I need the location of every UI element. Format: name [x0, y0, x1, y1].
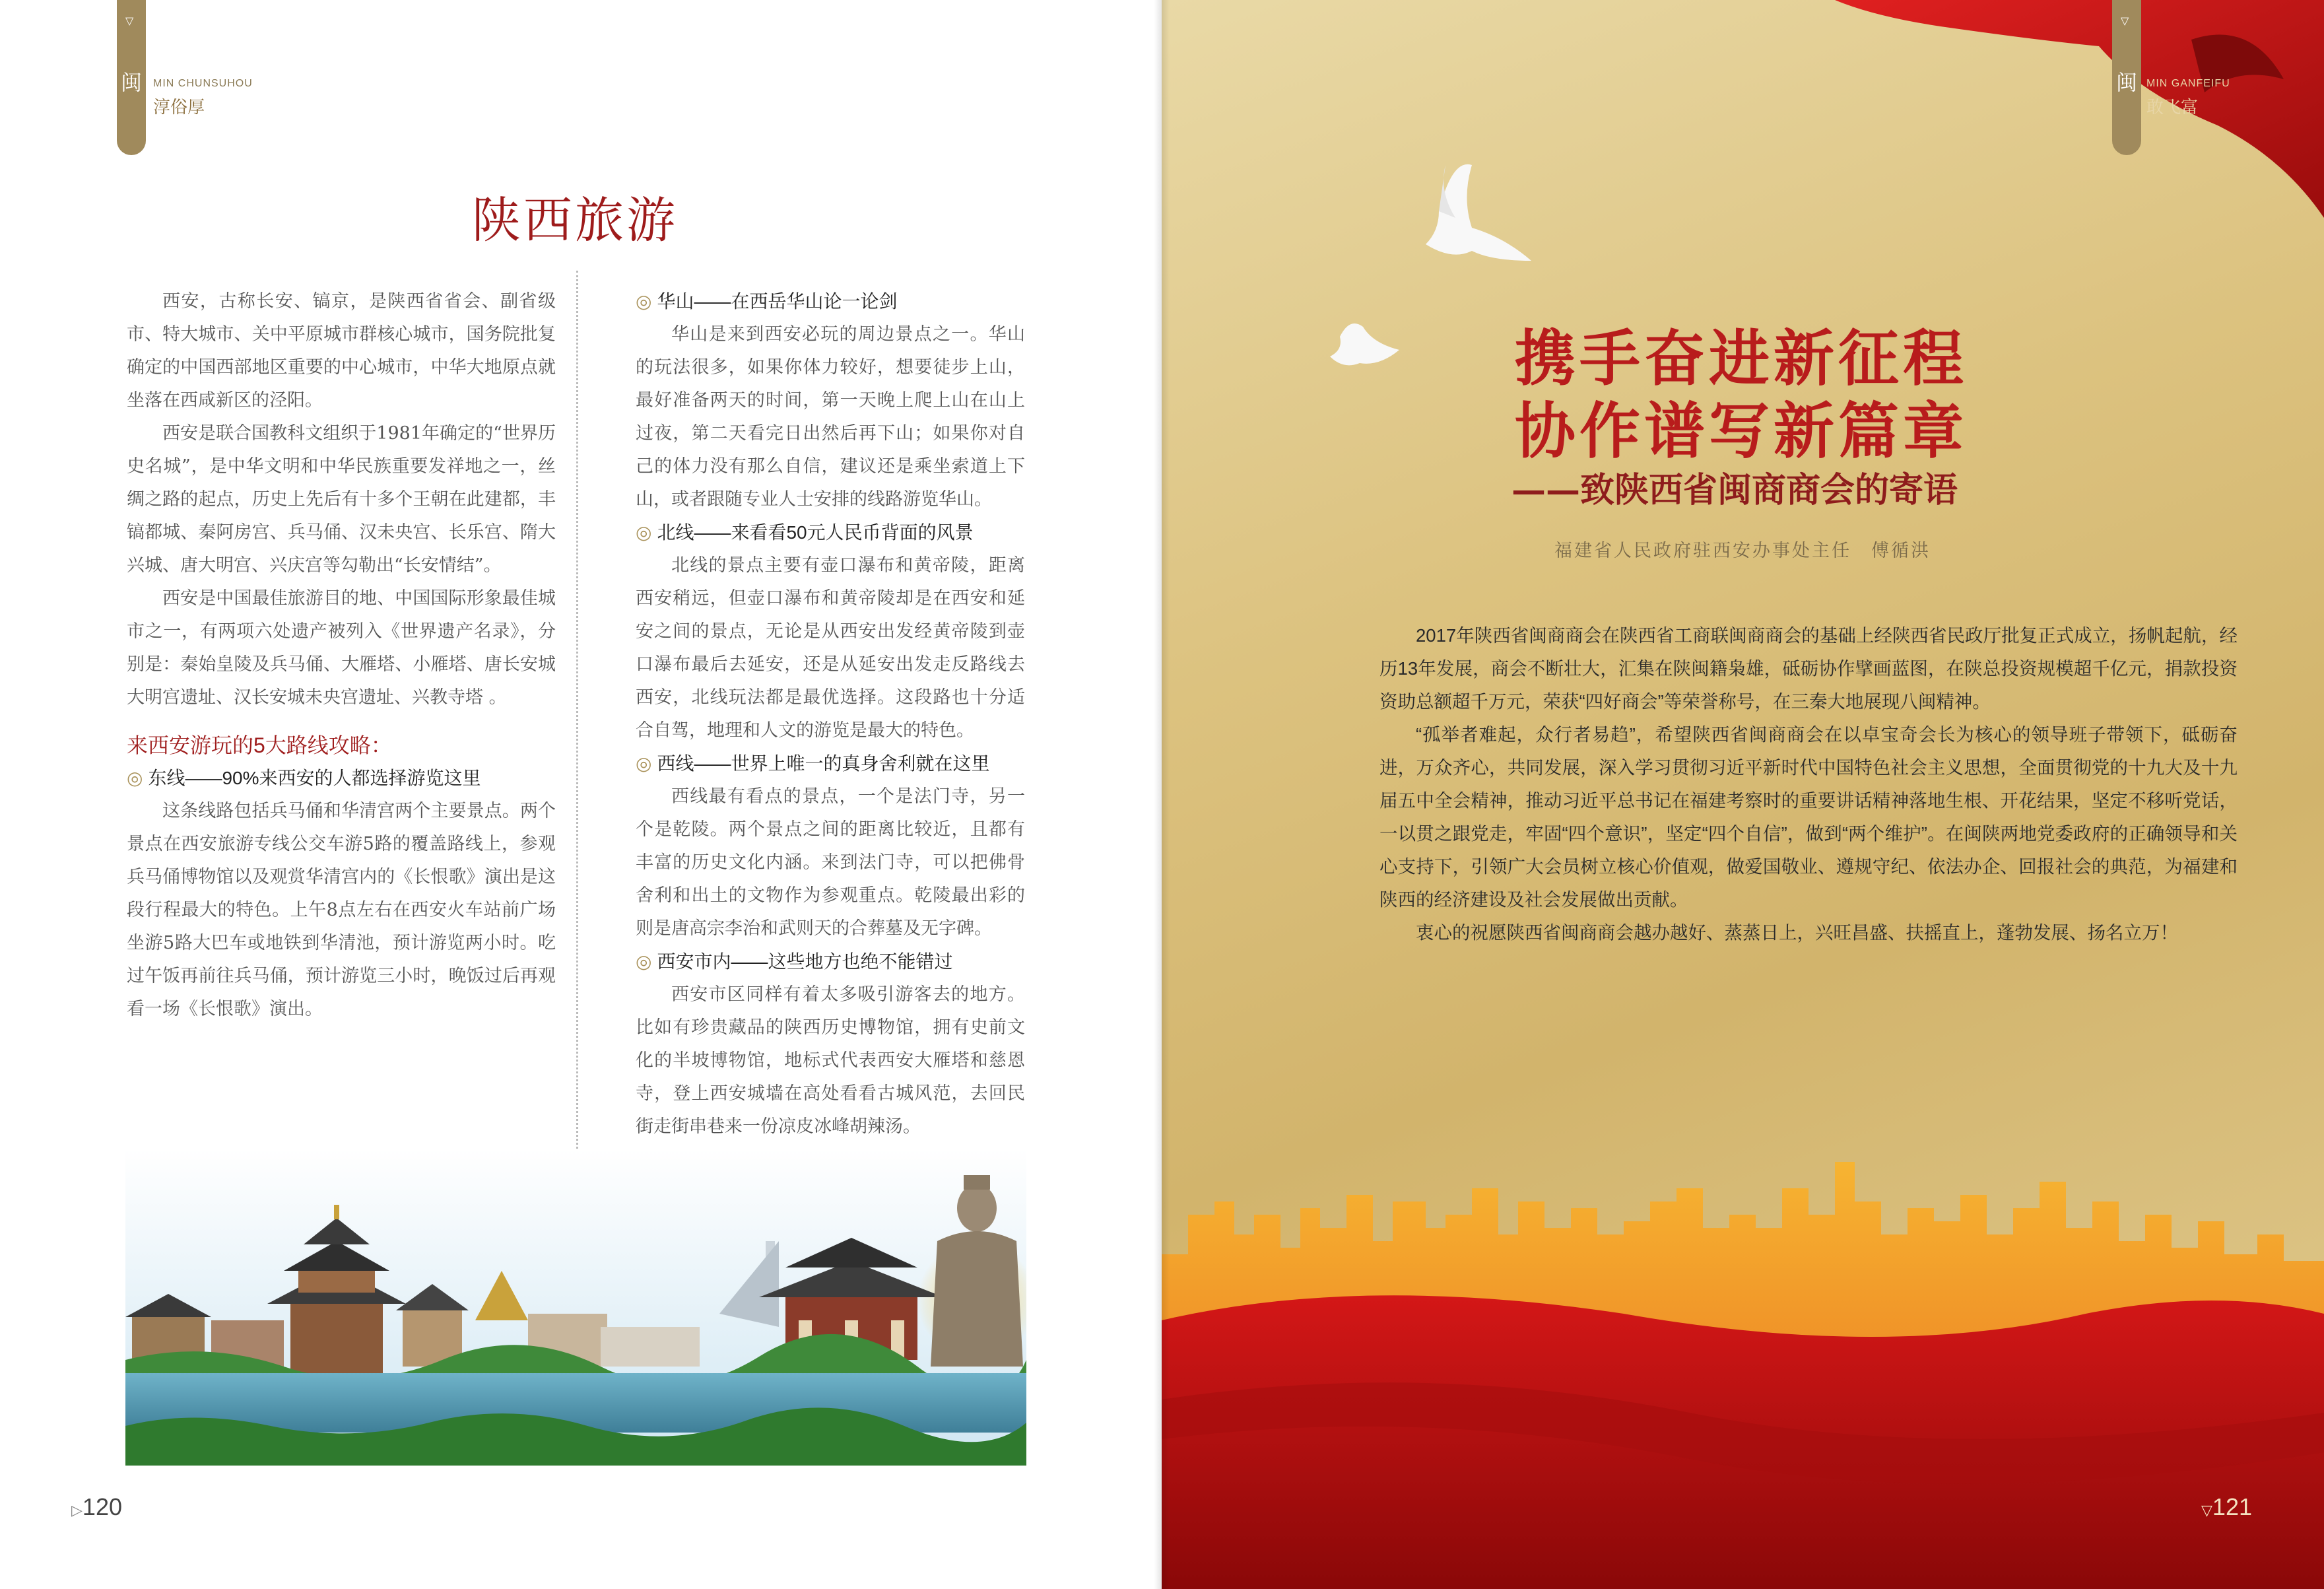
dove	[1330, 323, 1399, 365]
red-ribbon-top	[1835, 0, 2324, 218]
route-heading-text: 东线——90%来西安的人都选择游览这里	[148, 768, 481, 788]
paragraph: 华山是来到西安必玩的周边景点之一。华山的玩法很多，如果你体力较好，想要徒步上山，最好准备两天的时间，第一天晚上爬上山在山上过夜，第二天看完日出然后再下山；如果你对自己的体力没有那么自信，建议还是乘坐索道上下山，或者跟随专业人士安排的线路游览华山。	[636, 324, 1025, 510]
tab-character: 闽	[121, 70, 143, 95]
route-heading-text: 华山——在西岳华山论一论剑	[657, 291, 898, 312]
title-line-2: 协作谱写新篇章	[1515, 395, 1968, 467]
page-mark-icon: ▽	[2201, 1502, 2212, 1518]
paragraph: 西线最有看点的景点，一个是法门寺，另一个是乾陵。两个景点之间的距离比较近，且都有丰富的历史文化内涵。来到法门寺，可以把佛骨舍利和出土的文物作为参观重点。乾陵最出彩的则是唐高宗李治和武则天的合葬墓及无字碑。	[636, 786, 1025, 939]
route-heading	[636, 747, 1025, 780]
page-title: 陕西旅游	[472, 192, 678, 249]
triangle-icon: ▽	[2121, 15, 2129, 27]
route-heading	[636, 285, 1025, 318]
route-heading	[127, 762, 556, 795]
paragraph: 西安是中国最佳旅游目的地、中国国际形象最佳城市之一，有两项六处遗产被列入《世界遗产名录》，分别是：秦始皇陵及兵马俑、大雁塔、小雁塔、唐长安城大明宫遗址、汉长安城未央宫遗址、兴教寺塔 。	[127, 588, 556, 708]
page-number	[71, 1493, 122, 1521]
section-cn: 淳俗厚	[153, 98, 205, 118]
bullet-icon: ◎	[636, 291, 652, 312]
section-en: MIN GANFEIFU	[2146, 78, 2230, 89]
xian-landmarks-image	[125, 1149, 1026, 1466]
route-heading-text: 北线——来看看50元人民币背面的风景	[657, 522, 974, 543]
bullet-icon: ◎	[636, 951, 652, 972]
route-heading-text: 西线——世界上唯一的真身舍利就在这里	[657, 753, 990, 774]
bullet-icon: ◎	[636, 522, 652, 543]
page-number-text: 120	[82, 1493, 122, 1520]
paragraph: 北线的景点主要有壶口瀑布和黄帝陵，距离西安稍远，但壶口瀑布和黄帝陵却是在西安和延安之间的景点，无论是从西安出发经黄帝陵到壶口瀑布最后去延安，还是从延安出发走反路线去西安，北线玩法都是最优选择。这段路也十分适合自驾，地理和人文的游览是最大的特色。	[636, 555, 1025, 741]
title-line-1: 携手奋进新征程	[1515, 323, 1968, 394]
section-en: MIN CHUNSUHOU	[153, 78, 253, 89]
subtitle: ——致陕西省闽商商会的寄语	[1511, 470, 1958, 510]
paragraph: “孤举者难起，众行者易趋”，希望陕西省闽商商会在以卓宝奇会长为核心的领导班子带领下，砥砺奋进，万众齐心，共同发展，深入学习贯彻习近平新时代中国特色社会主义思想，全面贯彻党的十九大及十九届五中全会精神，推动习近平总书记在福建考察时的重要讲话精神落地生根、开花结果，坚定不移听党话，一以贯之跟党走，牢固“四个意识”，坚定“四个自信”，做到“两个维护”。在闽陕两地党委政府的正确领导和关心支持下，引领广大会员树立核心价值观，做爱国敬业、遵规守纪、依法办企、回报社会的典范，为福建和陕西的经济建设及社会发展做出贡献。	[1379, 724, 2238, 910]
column-1	[127, 285, 556, 1026]
paragraph: 衷心的祝愿陕西省闽商商会越办越好、蒸蒸日上，兴旺昌盛、扶摇直上，蓬勃发展、扬名立万！	[1416, 922, 2178, 943]
bullet-icon: ◎	[127, 768, 143, 788]
article-body	[1379, 619, 2238, 949]
dove	[1426, 164, 1531, 261]
bullet-icon: ◎	[636, 753, 652, 774]
book-spine	[1154, 0, 1170, 1589]
route-heading	[636, 516, 1025, 549]
guide-heading: 来西安游玩的5大路线攻略：	[127, 733, 392, 757]
paragraph: 西安，古称长安、镐京，是陕西省省会、副省级市、特大城市、关中平原城市群核心城市，国务院批复确定的中国西部地区重要的中心城市，中华大地原点就坐落在西咸新区的泾阳。	[127, 291, 556, 411]
header-tab	[2112, 0, 2141, 155]
author-line: 福建省人民政府驻西安办事处主任 傅循洪	[1554, 541, 1931, 561]
route-heading-text: 西安市内——这些地方也绝不能错过	[657, 951, 953, 972]
tab-character: 闽	[2116, 70, 2138, 95]
route-heading	[636, 945, 1025, 978]
page-number	[2201, 1493, 2252, 1521]
triangle-icon: ▽	[125, 15, 134, 27]
paragraph: 2017年陕西省闽商商会在陕西省工商联闽商商会的基础上经陕西省民政厅批复正式成立，扬帆起航，经历13年发展，商会不断壮大，汇集在陕闽籍枭雄，砥砺协作擘画蓝图，在陕总投资规模超千亿元，捐款投资资助总额超千万元，荣获“四好商会”等荣誉称号，在三秦大地展现八闽精神。	[1379, 625, 2238, 712]
section-cn: 敢飞富	[2146, 98, 2199, 118]
paragraph: 西安是联合国教科文组织于1981年确定的“世界历史名城”，是中华文明和中华民族重要发祥地之一，丝绸之路的起点，历史上先后有十多个王朝在此建都，丰镐都城、秦阿房宫、兵马俑、汉未央宫、长乐宫、隋大兴城、唐大明宫、兴庆宫等勾勒出“长安情结”。	[127, 423, 556, 576]
paragraph: 这条线路包括兵马俑和华清宫两个主要景点。两个景点在西安旅游专线公交车游5路的覆盖路线上，参观兵马俑博物馆以及观赏华清宫内的《长恨歌》演出是这段行程最大的特色。上午8点左右在西安火车站前广场坐游5路大巴车或地铁到华清池，预计游览两小时。吃过午饭再前往兵马俑，预计游览三小时，晚饭过后再观看一场《长恨歌》演出。	[127, 801, 556, 1019]
column-divider	[576, 271, 578, 1149]
header-tab	[117, 0, 146, 155]
page-mark-icon: ▷	[71, 1502, 83, 1518]
page-number-text: 121	[2212, 1493, 2252, 1520]
paragraph: 西安市区同样有着太多吸引游客去的地方。比如有珍贵藏品的陕西历史博物馆，拥有史前文化的半坡博物馆，地标式代表西安大雁塔和慈恩寺，登上西安城墙在高处看看古城风范，去回民街走街串巷来一份凉皮冰峰胡辣汤。	[636, 984, 1025, 1137]
right-page	[1162, 0, 2324, 1589]
column-2	[636, 285, 1025, 1143]
